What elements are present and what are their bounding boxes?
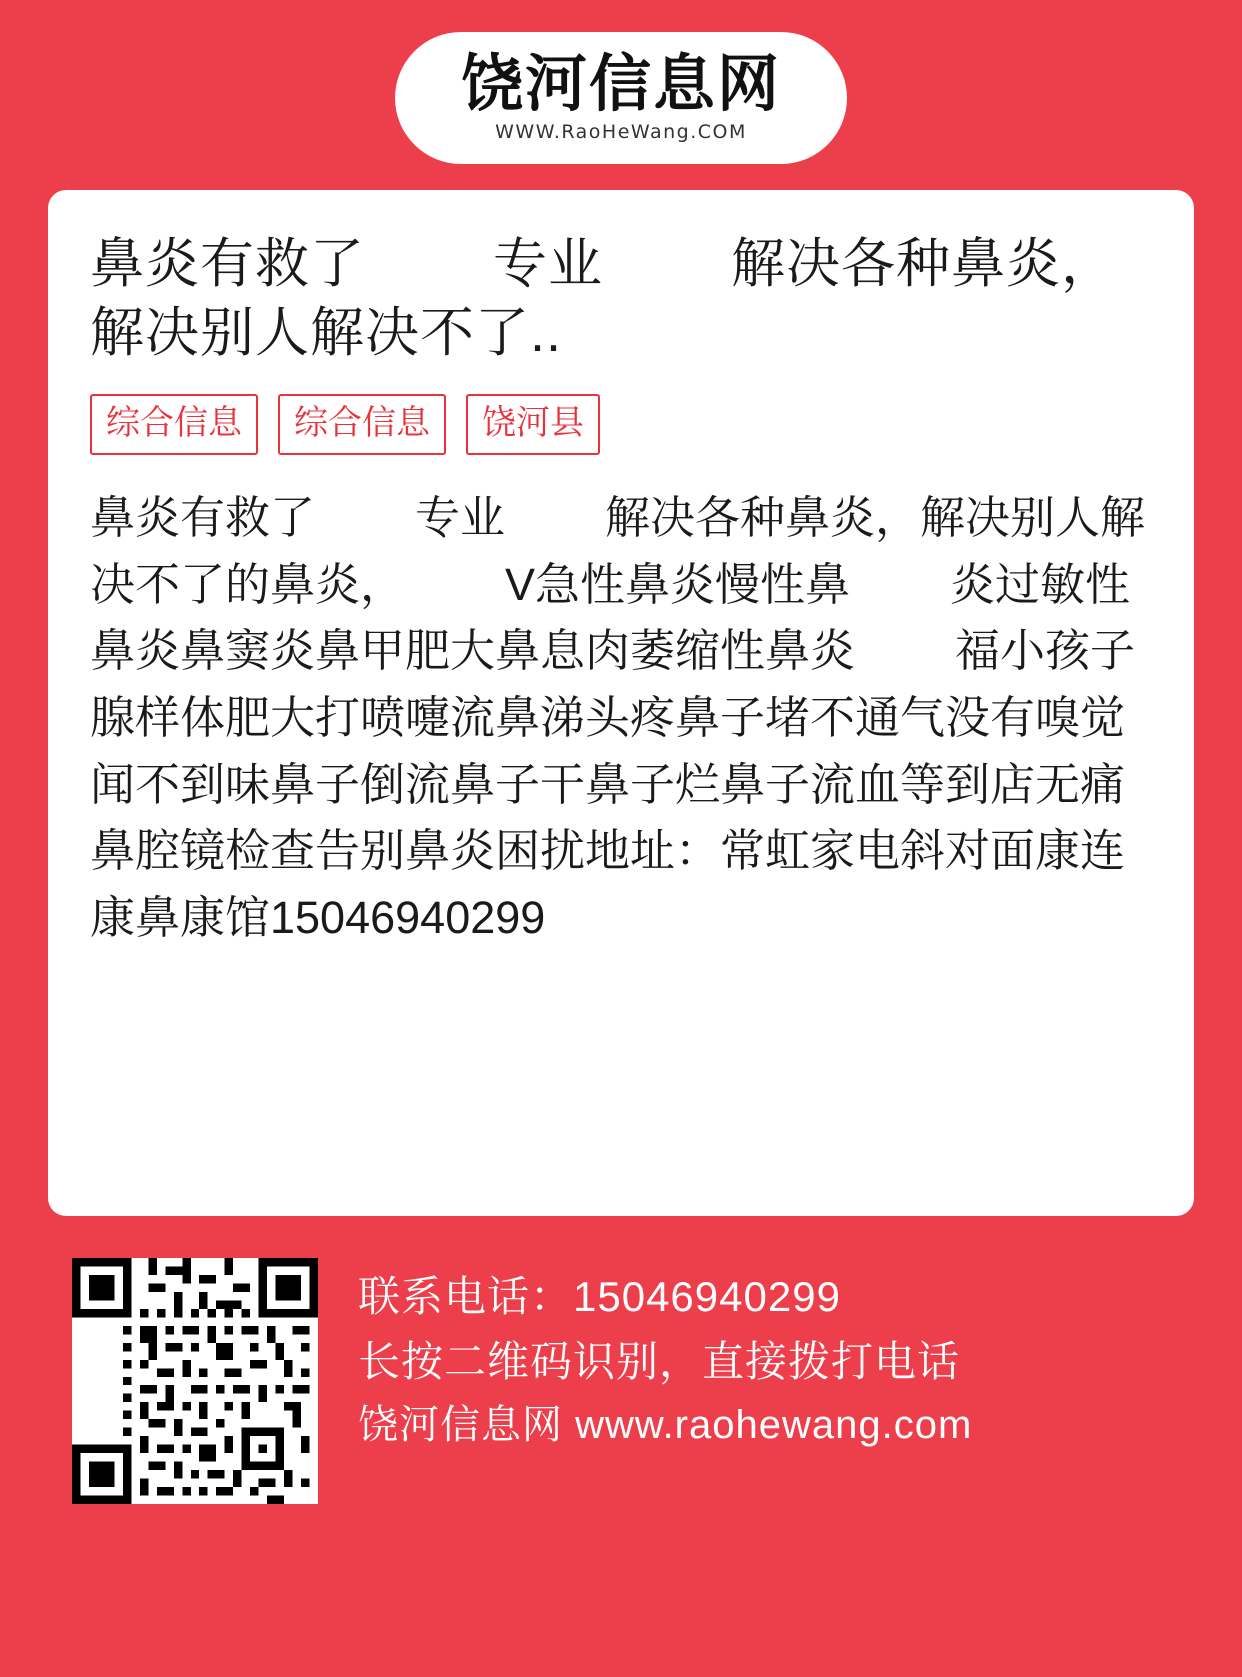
footer [72,1258,1172,1504]
contact-phone: 联系电话：15046940299 [358,1273,841,1320]
footer-text [358,1258,972,1456]
logo-url: WWW.RaoHeWang.COM [495,121,747,143]
tag-list [90,394,1152,455]
tag-category-1[interactable]: 综合信息 [90,394,258,455]
qr-hint: 长按二维码识别，直接拨打电话 [358,1338,961,1386]
qr-code[interactable] [72,1258,318,1504]
article-body: 鼻炎有救了 专业 解决各种鼻炎，解决别人解决不了的鼻炎， V急性鼻炎慢性鼻 炎过敏性鼻炎鼻窦炎鼻甲肥大鼻息肉萎缩性鼻炎 福小孩子 腺样体肥大打喷嚏流鼻涕头疼鼻子堵不通气没有嗅觉闻不到味鼻子倒流鼻子干鼻子烂鼻子流血等到店无痛鼻腔镜检查告别鼻炎困扰地址：常虹家电斜对面康连康鼻康馆15046940299 [90,492,1236,943]
tag-region[interactable]: 饶河县 [466,394,600,455]
site-link[interactable]: 饶河信息网 www.raohewang.com [358,1403,973,1448]
site-logo [395,32,847,164]
tag-category-2[interactable]: 综合信息 [278,394,446,455]
logo-title: 饶河信息网 [460,47,781,120]
content-card [48,190,1236,1216]
page-title: 鼻炎有救了 专业 解决各种鼻炎，解决别人解决不了.. [90,234,1117,364]
